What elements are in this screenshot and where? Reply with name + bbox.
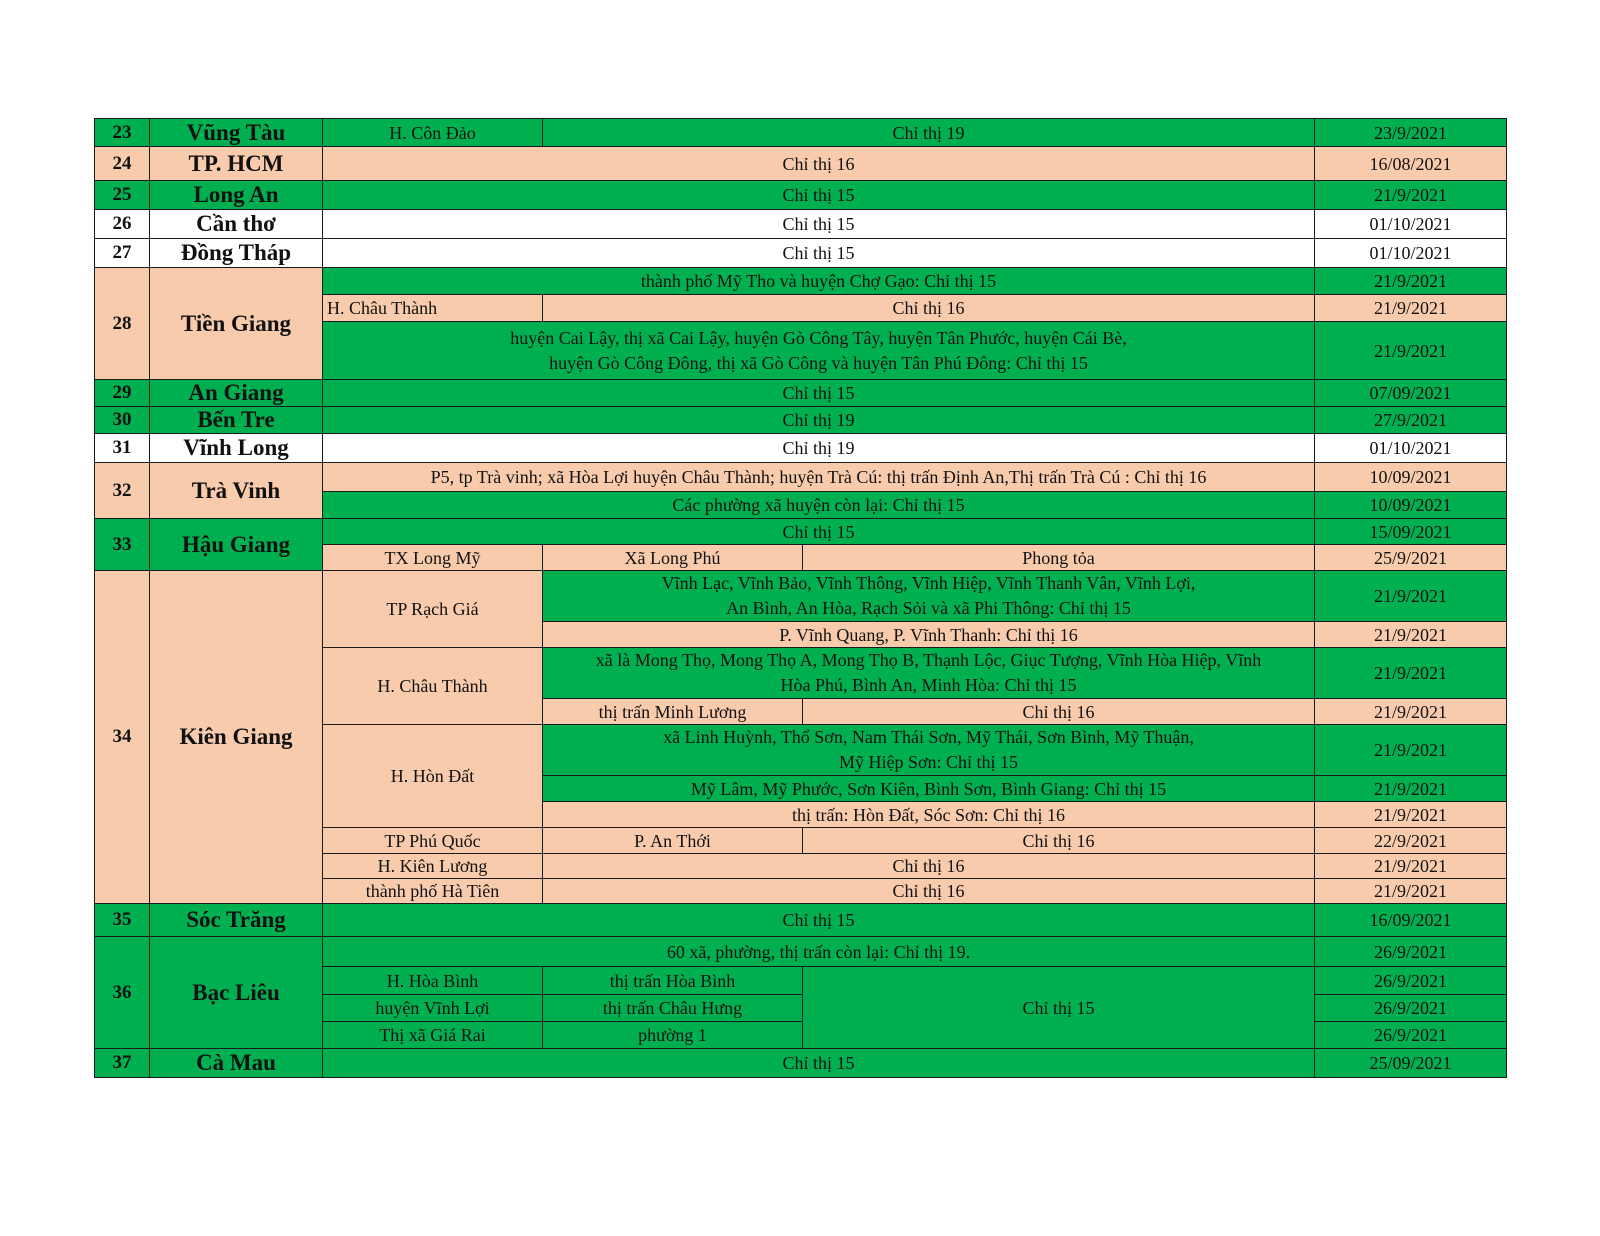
row-number: 34 <box>95 571 150 904</box>
date-cell: 27/9/2021 <box>1315 407 1507 434</box>
measure-line: An Bình, An Hòa, Rạch Sỏi và xã Phi Thông: Chỉ thị 15 <box>726 598 1131 618</box>
province-name: Sóc Trăng <box>150 904 323 937</box>
measure-cell: thành phố Mỹ Tho và huyện Chợ Gạo: Chỉ thị 15 <box>323 268 1315 295</box>
district-name: huyện Vĩnh Lợi <box>323 995 543 1022</box>
district-name: H. Kiên Lương <box>323 854 543 879</box>
row-number: 31 <box>95 434 150 463</box>
measure-cell: Chỉ thị 16 <box>323 147 1315 181</box>
date-cell: 21/9/2021 <box>1315 879 1507 904</box>
date-cell: 16/08/2021 <box>1315 147 1507 181</box>
row-number: 36 <box>95 937 150 1049</box>
measure-cell: Chỉ thị 15 <box>323 181 1315 210</box>
province-name: Cà Mau <box>150 1049 323 1078</box>
measure-cell: Chỉ thị 19 <box>323 407 1315 434</box>
date-cell: 26/9/2021 <box>1315 967 1507 995</box>
date-cell: 21/9/2021 <box>1315 622 1507 648</box>
measure-line: xã Linh Huỳnh, Thổ Sơn, Nam Thái Sơn, Mỹ Thái, Sơn Bình, Mỹ Thuận, <box>663 727 1194 747</box>
measure-cell: Chỉ thị 16 <box>803 828 1315 854</box>
province-name: An Giang <box>150 380 323 407</box>
date-cell: 21/9/2021 <box>1315 802 1507 828</box>
date-cell: 21/9/2021 <box>1315 648 1507 699</box>
date-cell: 01/10/2021 <box>1315 434 1507 463</box>
measure-cell: Chỉ thị 15 <box>323 519 1315 545</box>
measure-cell: Chỉ thị 15 <box>323 210 1315 239</box>
province-name: Bạc Liêu <box>150 937 323 1049</box>
ward-name: thị trấn Châu Hưng <box>543 995 803 1022</box>
date-cell: 22/9/2021 <box>1315 828 1507 854</box>
measure-cell: Chỉ thị 19 <box>323 434 1315 463</box>
province-name: Vĩnh Long <box>150 434 323 463</box>
table-row <box>95 434 1507 463</box>
date-cell: 10/09/2021 <box>1315 463 1507 492</box>
district-name: H. Côn Đảo <box>323 119 543 147</box>
table-row <box>95 268 1507 295</box>
district-name: TP Phú Quốc <box>323 828 543 854</box>
row-number: 28 <box>95 268 150 380</box>
ward-name: P. An Thới <box>543 828 803 854</box>
district-name: TP Rạch Giá <box>323 571 543 648</box>
date-cell: 01/10/2021 <box>1315 210 1507 239</box>
measure-cell: Chỉ thị 15 <box>323 1049 1315 1078</box>
measure-cell: thị trấn: Hòn Đất, Sóc Sơn: Chỉ thị 16 <box>543 802 1315 828</box>
date-cell: 26/9/2021 <box>1315 937 1507 967</box>
ward-name: Xã Long Phú <box>543 545 803 571</box>
date-cell: 21/9/2021 <box>1315 268 1507 295</box>
date-cell: 21/9/2021 <box>1315 322 1507 380</box>
date-cell: 10/09/2021 <box>1315 492 1507 519</box>
measure-cell: 60 xã, phường, thị trấn còn lại: Chỉ thị 19. <box>323 937 1315 967</box>
measure-cell: Chỉ thị 19 <box>543 119 1315 147</box>
row-number: 23 <box>95 119 150 147</box>
district-name: H. Hòa Bình <box>323 967 543 995</box>
measure-cell <box>543 648 1315 699</box>
measure-line: xã là Mong Thọ, Mong Thọ A, Mong Thọ B, Thạnh Lộc, Giục Tượng, Vĩnh Hòa Hiệp, Vĩnh <box>595 650 1262 670</box>
province-name: Vũng Tàu <box>150 119 323 147</box>
table-row <box>95 463 1507 492</box>
measure-cell: Các phường xã huyện còn lại: Chỉ thị 15 <box>323 492 1315 519</box>
province-name: Đồng Tháp <box>150 239 323 268</box>
date-cell: 21/9/2021 <box>1315 295 1507 322</box>
measure-cell <box>323 322 1315 380</box>
province-name: Hậu Giang <box>150 519 323 571</box>
table-row <box>95 519 1507 545</box>
district-name: thành phố Hà Tiên <box>323 879 543 904</box>
row-number: 24 <box>95 147 150 181</box>
table-row <box>95 239 1507 268</box>
table-row <box>95 407 1507 434</box>
date-cell: 23/9/2021 <box>1315 119 1507 147</box>
table-row <box>95 380 1507 407</box>
date-cell: 21/9/2021 <box>1315 776 1507 802</box>
table-row <box>95 181 1507 210</box>
measure-cell: Chỉ thị 15 <box>323 904 1315 937</box>
ward-name: thị trấn Hòa Bình <box>543 967 803 995</box>
ward-name: thị trấn Minh Lương <box>543 699 803 725</box>
measure-cell <box>543 725 1315 776</box>
date-cell: 21/9/2021 <box>1315 854 1507 879</box>
row-number: 37 <box>95 1049 150 1078</box>
province-name: Trà Vinh <box>150 463 323 519</box>
date-cell: 26/9/2021 <box>1315 1022 1507 1049</box>
province-name: Cần thơ <box>150 210 323 239</box>
date-cell: 21/9/2021 <box>1315 699 1507 725</box>
measure-line: Vĩnh Lạc, Vĩnh Bảo, Vĩnh Thông, Vĩnh Hiệp, Vĩnh Thanh Vân, Vĩnh Lợi, <box>661 573 1196 593</box>
measure-line: huyện Gò Công Đông, thị xã Gò Công và huyện Tân Phú Đông: Chỉ thị 15 <box>549 352 1088 373</box>
table-row <box>95 571 1507 622</box>
measure-cell <box>543 571 1315 622</box>
district-name: Thị xã Giá Rai <box>323 1022 543 1049</box>
measure-line: Mỹ Hiệp Sơn: Chỉ thị 15 <box>838 752 1019 772</box>
date-cell: 21/9/2021 <box>1315 181 1507 210</box>
district-name: TX Long Mỹ <box>323 545 543 571</box>
date-cell: 01/10/2021 <box>1315 239 1507 268</box>
date-cell: 15/09/2021 <box>1315 519 1507 545</box>
date-cell: 16/09/2021 <box>1315 904 1507 937</box>
date-cell: 25/9/2021 <box>1315 545 1507 571</box>
table-row <box>95 119 1507 147</box>
province-name: Bến Tre <box>150 407 323 434</box>
measure-cell: P5, tp Trà vinh; xã Hòa Lợi huyện Châu Thành; huyện Trà Cú: thị trấn Định An,Thị trấn Trà Cú : Chỉ thị 16 <box>323 463 1315 492</box>
table-row <box>95 937 1507 967</box>
measure-cell: Mỹ Lâm, Mỹ Phước, Sơn Kiên, Bình Sơn, Bình Giang: Chỉ thị 15 <box>543 776 1315 802</box>
measure-cell: Chỉ thị 15 <box>803 967 1315 1049</box>
date-cell: 21/9/2021 <box>1315 571 1507 622</box>
province-name: Long An <box>150 181 323 210</box>
measure-cell: P. Vĩnh Quang, P. Vĩnh Thanh: Chỉ thị 16 <box>543 622 1315 648</box>
row-number: 26 <box>95 210 150 239</box>
row-number: 32 <box>95 463 150 519</box>
date-cell: 21/9/2021 <box>1315 725 1507 776</box>
measure-line: huyện Cai Lậy, thị xã Cai Lậy, huyện Gò Công Tây, huyện Tân Phước, huyện Cái Bè, <box>510 327 1127 348</box>
measure-line: Hòa Phú, Bình An, Minh Hòa: Chỉ thị 15 <box>780 675 1077 695</box>
province-name: TP. HCM <box>150 147 323 181</box>
table-row <box>95 1049 1507 1078</box>
province-name: Tiền Giang <box>150 268 323 380</box>
table-row <box>95 210 1507 239</box>
table-row <box>95 147 1507 181</box>
province-lockdown-table <box>94 118 1507 1078</box>
row-number: 25 <box>95 181 150 210</box>
row-number: 27 <box>95 239 150 268</box>
row-number: 33 <box>95 519 150 571</box>
table-row <box>95 904 1507 937</box>
row-number: 35 <box>95 904 150 937</box>
date-cell: 26/9/2021 <box>1315 995 1507 1022</box>
measure-cell: Chỉ thị 15 <box>323 239 1315 268</box>
row-number: 29 <box>95 380 150 407</box>
district-name: H. Hòn Đất <box>323 725 543 828</box>
measure-cell: Chỉ thị 16 <box>803 699 1315 725</box>
measure-cell: Chỉ thị 16 <box>543 854 1315 879</box>
measure-cell: Chỉ thị 16 <box>543 295 1315 322</box>
date-cell: 25/09/2021 <box>1315 1049 1507 1078</box>
ward-name: phường 1 <box>543 1022 803 1049</box>
district-name: H. Châu Thành <box>323 648 543 725</box>
measure-cell: Chỉ thị 16 <box>543 879 1315 904</box>
measure-cell: Chỉ thị 15 <box>323 380 1315 407</box>
province-name: Kiên Giang <box>150 571 323 904</box>
measure-cell: Phong tỏa <box>803 545 1315 571</box>
district-name: H. Châu Thành <box>323 295 543 322</box>
date-cell: 07/09/2021 <box>1315 380 1507 407</box>
row-number: 30 <box>95 407 150 434</box>
